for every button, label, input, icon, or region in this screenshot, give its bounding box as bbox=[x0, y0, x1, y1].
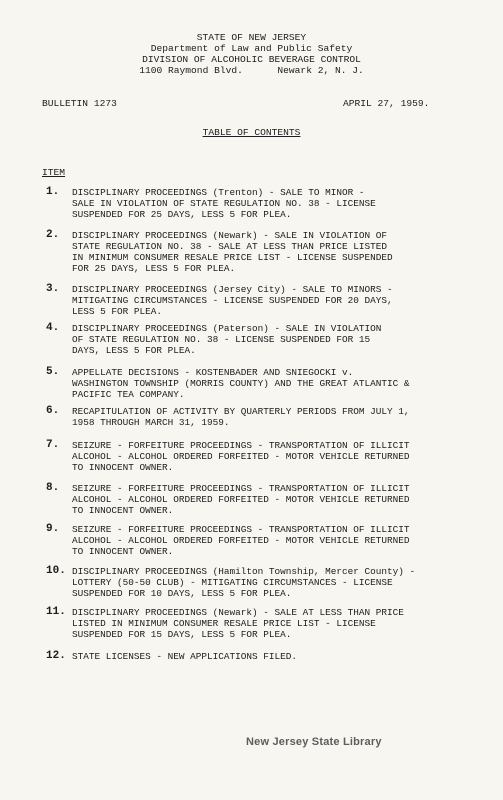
toc-entry-number: 3. bbox=[46, 283, 60, 295]
bulletin-date: APRIL 27, 1959. bbox=[343, 98, 430, 109]
toc-heading bbox=[0, 127, 503, 138]
library-stamp: New Jersey State Library bbox=[246, 736, 382, 748]
toc-entry-number: 7. bbox=[46, 439, 60, 451]
toc-entry-text: SEIZURE - FORFEITURE PROCEEDINGS - TRANSPORTATION OF ILLICIT ALCOHOL - ALCOHOL ORDERED FORFEITED - MOTOR VEHICLE RETURNED TO INNOCENT OWNER. bbox=[72, 440, 410, 473]
letterhead-department: Department of Law and Public Safety bbox=[150, 43, 353, 54]
toc-entry-number: 9. bbox=[46, 523, 60, 535]
toc-entry-text: DISCIPLINARY PROCEEDINGS (Trenton) - SALE TO MINOR - SALE IN VIOLATION OF STATE REGULATION NO. 38 - LICENSE SUSPENDED FOR 25 DAYS, LESS 5 FOR PLEA. bbox=[72, 187, 376, 220]
letterhead-division: DIVISION OF ALCOHOLIC BEVERAGE CONTROL bbox=[142, 54, 361, 65]
toc-entry-text: APPELLATE DECISIONS - KOSTENBADER AND SNIEGOCKI v. WASHINGTON TOWNSHIP (MORRIS COUNTY) AND THE GREAT ATLANTIC & PACIFIC TEA COMPANY. bbox=[72, 367, 410, 400]
letterhead bbox=[0, 32, 503, 76]
toc-entry-number: 6. bbox=[46, 405, 60, 417]
toc-entry-number: 4. bbox=[46, 322, 60, 334]
toc-entry-text: SEIZURE - FORFEITURE PROCEEDINGS - TRANSPORTATION OF ILLICIT ALCOHOL - ALCOHOL ORDERED FORFEITED - MOTOR VEHICLE RETURNED TO INNOCENT OWNER. bbox=[72, 524, 410, 557]
item-column-label: ITEM bbox=[42, 167, 66, 178]
toc-heading-text: TABLE OF CONTENTS bbox=[202, 127, 301, 138]
toc-entry-text: DISCIPLINARY PROCEEDINGS (Jersey City) - SALE TO MINORS - MITIGATING CIRCUMSTANCES - LICENSE SUSPENDED FOR 20 DAYS, LESS 5 FOR PLEA. bbox=[72, 284, 393, 317]
toc-entry-text: DISCIPLINARY PROCEEDINGS (Newark) - SALE AT LESS THAN PRICE LISTED IN MINIMUM CONSUMER RESALE PRICE LIST - LICENSE SUSPENDED FOR 15 DAYS, LESS 5 FOR PLEA. bbox=[72, 607, 404, 640]
toc-entry-number: 10. bbox=[46, 565, 66, 577]
toc-entry-text: DISCIPLINARY PROCEEDINGS (Paterson) - SALE IN VIOLATION OF STATE REGULATION NO. 38 - LICENSE SUSPENDED FOR 15 DAYS, LESS 5 FOR PLEA. bbox=[72, 323, 382, 356]
toc-entry-text: RECAPITULATION OF ACTIVITY BY QUARTERLY PERIODS FROM JULY 1, 1958 THROUGH MARCH 31, 1959. bbox=[72, 406, 410, 428]
letterhead-address: 1100 Raymond Blvd. Newark 2, N. J. bbox=[139, 65, 364, 76]
toc-entry-text: SEIZURE - FORFEITURE PROCEEDINGS - TRANSPORTATION OF ILLICIT ALCOHOL - ALCOHOL ORDERED FORFEITED - MOTOR VEHICLE RETURNED TO INNOCENT OWNER. bbox=[72, 483, 410, 516]
toc-entry-number: 1. bbox=[46, 186, 60, 198]
toc-entry-text: STATE LICENSES - NEW APPLICATIONS FILED. bbox=[72, 651, 298, 662]
toc-entry-text: DISCIPLINARY PROCEEDINGS (Hamilton Township, Mercer County) - LOTTERY (50-50 CLUB) - MITIGATING CIRCUMSTANCES - LICENSE SUSPENDED FOR 10 DAYS, LESS 5 FOR PLEA. bbox=[72, 566, 416, 599]
toc-entry-text: DISCIPLINARY PROCEEDINGS (Newark) - SALE IN VIOLATION OF STATE REGULATION NO. 38 - SALE AT LESS THAN PRICE LISTED IN MINIMUM CONSUMER RESALE PRICE LIST - LICENSE SUSPENDED FOR 25 DAYS, LESS 5 FOR PLEA. bbox=[72, 230, 393, 274]
bulletin-number: BULLETIN 1273 bbox=[42, 98, 117, 109]
toc-entry-number: 2. bbox=[46, 229, 60, 241]
letterhead-state: STATE OF NEW JERSEY bbox=[196, 32, 307, 43]
toc-entry-number: 5. bbox=[46, 366, 60, 378]
toc-entry-number: 12. bbox=[46, 650, 66, 662]
toc-entry-number: 11. bbox=[46, 606, 66, 618]
toc-entry-number: 8. bbox=[46, 482, 60, 494]
